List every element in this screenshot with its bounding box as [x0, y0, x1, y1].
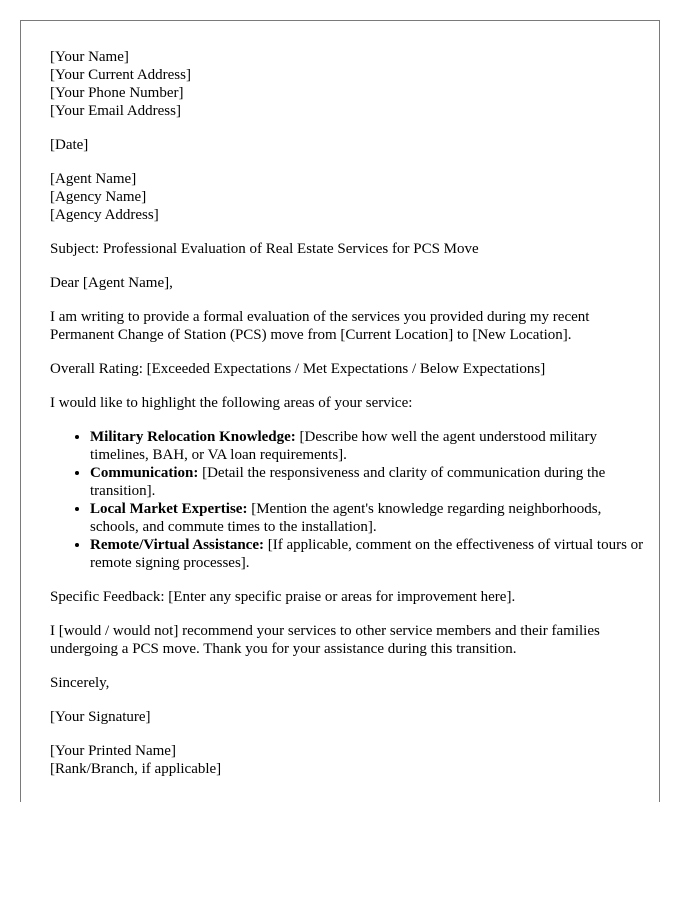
letter-page [20, 20, 660, 802]
salutation: Dear [Agent Name], [50, 275, 173, 291]
sender-email: [Your Email Address] [50, 103, 181, 119]
sender-phone: [Your Phone Number] [50, 85, 184, 101]
area-text: [Describe how well the agent understood military timelines, BAH, or VA loan requirements]. [90, 429, 597, 463]
signature: [Your Signature] [50, 709, 151, 725]
letter-date: [Date] [50, 137, 89, 153]
recipient-address: [Agency Address] [50, 207, 159, 223]
sender-name: [Your Name] [50, 49, 129, 65]
area-text: [If applicable, comment on the effectiveness of virtual tours or remote signing processes]. [90, 537, 644, 571]
list-item [90, 500, 650, 536]
area-title: Remote/Virtual Assistance: [90, 537, 264, 553]
service-areas-list [50, 428, 650, 572]
intro-paragraph: I am writing to provide a formal evaluation of the services you provided during my recent Permanent Change of Station (PCS) move from [Current Location] to [New Location]. [50, 309, 590, 343]
area-text: [Mention the agent's knowledge regarding neighborhoods, schools, and commute times to the installation]. [90, 501, 602, 535]
list-item [90, 536, 650, 572]
list-item [90, 428, 650, 464]
recipient-block [50, 170, 650, 224]
highlight-intro: I would like to highlight the following areas of your service: [50, 395, 413, 411]
printed-name: [Your Printed Name] [50, 743, 176, 759]
area-title: Military Relocation Knowledge: [90, 429, 296, 445]
sender-block [50, 48, 650, 120]
letter-content [50, 48, 650, 794]
recommendation-paragraph: I [would / would not] recommend your services to other service members and their families undergoing a PCS move. Thank you for your assistance during this transition. [50, 623, 600, 657]
date-block [50, 136, 650, 154]
area-text: [Detail the responsiveness and clarity of communication during the transition]. [90, 465, 606, 499]
list-item [90, 464, 650, 500]
printed-name-block [50, 742, 650, 778]
overall-rating: Overall Rating: [Exceeded Expectations / Met Expectations / Below Expectations] [50, 361, 546, 377]
recipient-agency: [Agency Name] [50, 189, 147, 205]
area-title: Communication: [90, 465, 199, 481]
subject-line: Subject: Professional Evaluation of Real Estate Services for PCS Move [50, 241, 479, 257]
recipient-name: [Agent Name] [50, 171, 137, 187]
area-title: Local Market Expertise: [90, 501, 248, 517]
closing: Sincerely, [50, 675, 110, 691]
sender-address: [Your Current Address] [50, 67, 191, 83]
specific-feedback: Specific Feedback: [Enter any specific praise or areas for improvement here]. [50, 589, 516, 605]
rank-branch: [Rank/Branch, if applicable] [50, 761, 222, 777]
